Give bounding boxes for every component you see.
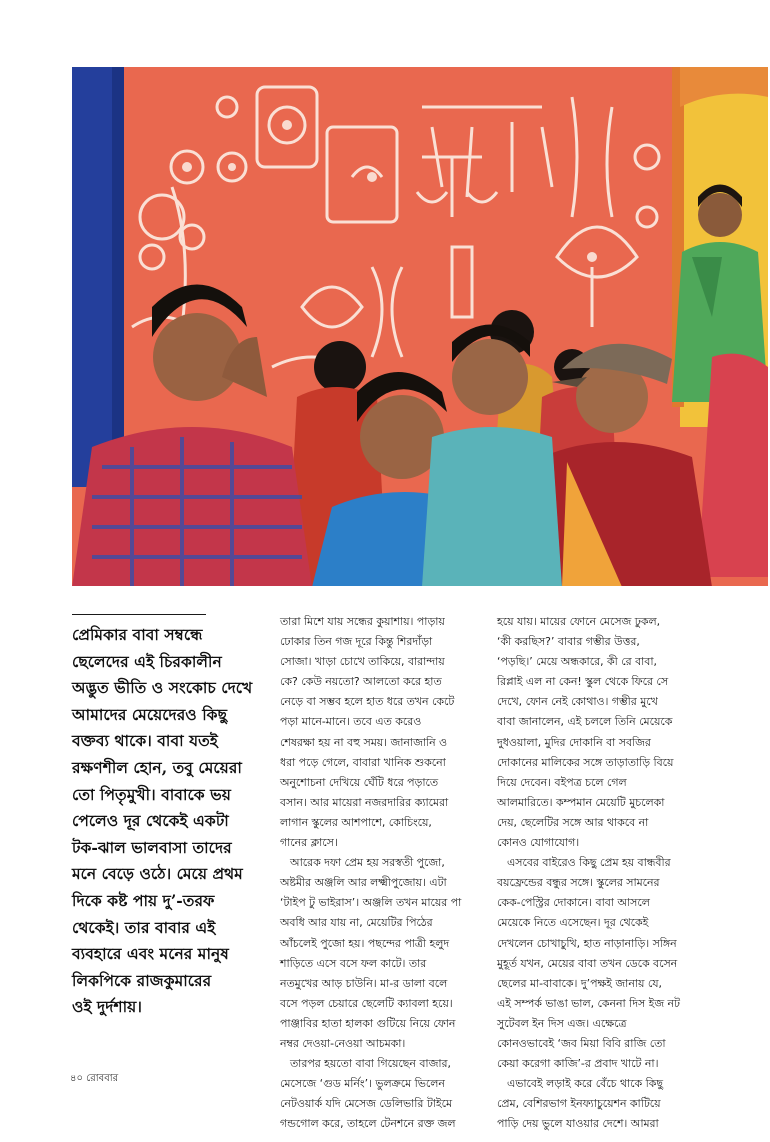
body-line: নম্বর দেওয়া-নেওয়া আচমকা। xyxy=(280,1036,406,1050)
pull-quote-rule xyxy=(72,614,206,615)
body-line: গানের ক্লাসে। xyxy=(280,836,338,850)
body-line: নেড়ে বা সম্ভব হলে হাত ধরে তখন কেটে xyxy=(280,695,455,709)
body-line: রিপ্লাই এল না কেন! স্কুল থেকে ফিরে সে xyxy=(497,675,669,689)
body-line: বসান। আর মায়েরা নজরদারির ক্যামেরা xyxy=(280,795,449,809)
body-line: দুধওয়ালা, মুদির দোকানি বা সবজির xyxy=(497,735,651,749)
body-line: ‘কী করছিস?’ বাবার গম্ভীর উত্তর, xyxy=(497,635,640,649)
body-line: কেয়া করেগা কাজি’-র প্রবাদ খাটে না। xyxy=(497,1057,659,1071)
body-line: বাবা জানালেন, এই চললে তিনি মেয়েকে xyxy=(497,715,673,729)
body-column-1 xyxy=(280,612,485,1134)
body-line: ঢোকার তিন গজ দূরে কিন্তু শিরদাঁড়া xyxy=(280,635,433,649)
body-line: অবধি আর যায় না, মেয়েটির পিঠের xyxy=(280,916,433,930)
body-line: কে? কেউ নয়তো? আলতো করে হাত xyxy=(280,675,442,689)
body-line: বয়ফ্রেন্ডের বন্ধুর সঙ্গে। স্কুলের সামনের xyxy=(497,876,660,890)
body-line: এসবের বাইরেও কিছু প্রেম হয় বান্ধবীর xyxy=(507,856,671,870)
body-line: তারপর হয়তো বাবা গিয়েছেন বাজার, xyxy=(290,1057,451,1071)
pull-quote-line: টক-ঝাল ভালবাসা তাদের xyxy=(72,837,232,857)
body-line: বসে পড়ল চেয়ারে ছেলেটি ক্যাবলা হয়ে। xyxy=(280,996,453,1010)
pull-quote-line: ছেলেদের এই চিরকালীন xyxy=(72,651,222,671)
body-line: গন্ডগোল করে, তাহলে টেনশনে রক্ত জল xyxy=(280,1117,456,1131)
body-line: দোকানের মালিকের সঙ্গে তাড়াতাড়ি বিয়ে xyxy=(497,755,674,769)
pull-quote-line: অদ্ভুত ভীতি ও সংকোচ দেখে xyxy=(72,678,253,698)
body-line: পাড়ি দেয় ভুলে যাওয়ার দেশে। আমরা xyxy=(497,1117,659,1131)
body-line: মেয়েকে নিতে এসেছেন। দূর থেকেই xyxy=(497,916,649,930)
body-line: দেয়, ছেলেটির সঙ্গে আর থাকবে না xyxy=(497,815,649,829)
pull-quote-line: ব্যবহারে এবং মনের মানুষ xyxy=(72,944,229,964)
body-line: আরেক দফা প্রেম হয় সরস্বতী পুজো, xyxy=(290,856,445,870)
body-line: সুটেবল ইন দিস এজ। এক্ষেত্রে xyxy=(497,1016,627,1030)
body-line: হয়ে যায়। মায়ের ফোনে মেসেজ ঢুকল, xyxy=(497,615,661,628)
body-line: কোনওভাবেই ‘জব মিয়া বিবি রাজি তো xyxy=(497,1036,666,1050)
body-line: অষ্টমীর অঞ্জলি আর লক্ষ্মীপুজোয়। এটা xyxy=(280,876,447,890)
body-line: মেসেজে ‘গুড মর্নিং’। ভুলক্রমে ভিলেন xyxy=(280,1077,445,1091)
body-line: প্রেম, বেশিরভাগ ইনফ্যাচুয়েশন কাটিয়ে xyxy=(497,1097,661,1111)
body-line: কোনও যোগাযোগ। xyxy=(497,836,580,850)
group-photo-illustration xyxy=(72,67,768,586)
body-line: ‘টাইপ টু ভাইরাস’। অঞ্জলি তখন মায়ের পা xyxy=(280,896,462,910)
body-line: আলমারিতে। কম্পমান মেয়েটি মুচলেকা xyxy=(497,795,665,809)
body-line: সোজা। খাড়া চোখে তাকিয়ে, বারান্দায় xyxy=(280,655,445,669)
pull-quote-line: বক্তব্য থাকে। বাবা যতই xyxy=(72,731,218,751)
body-line: কেক-পেস্ট্রির দোকানে। বাবা আসলে xyxy=(497,896,650,910)
body-line: ধরা পড়ে গেলে, বাবারা খানিক শুকনো xyxy=(280,755,446,769)
body-line: লাগান স্কুলের আশপাশে, কোচিংয়ে, xyxy=(280,815,432,829)
festival-group-photo xyxy=(72,67,768,586)
body-line: মুহূর্ত যখন, মেয়ের বাবা তখন ডেকে বসেন xyxy=(497,956,678,970)
body-line: ছেলের মা-বাবাকে। দু’পক্ষই জানায় যে, xyxy=(497,976,663,990)
pull-quote-line: লিকপিকে রাজকুমারের xyxy=(72,970,212,990)
body-line: ‘পড়ছি।’ মেয়ে অন্ধকারে, কী রে বাবা, xyxy=(497,655,657,669)
pull-quote xyxy=(72,622,268,1021)
pull-quote-line: থেকেই। তার বাবার এই xyxy=(72,917,216,937)
body-line: শেষরক্ষা হয় না বহু সময়। জানাজানি ও xyxy=(280,735,448,749)
body-line: তারা মিশে যায় সন্ধের কুয়াশায়। পাড়ায় xyxy=(280,615,445,628)
body-line: এভাবেই লড়াই করে বেঁচে থাকে কিছু xyxy=(507,1077,663,1091)
body-line: অনুশোচনা দেখিয়ে ঘেঁটি ধরে পড়াতে xyxy=(280,775,439,789)
pull-quote-line: রক্ষণশীল হোন, তবু মেয়েরা xyxy=(72,757,242,777)
body-line: এই সম্পর্ক ভাঙা ভাল, কেননা দিস ইজ নট xyxy=(497,996,680,1010)
body-line: আঁচলেই পুজো হয়। পছন্দের পাত্রী হলুদ xyxy=(280,936,450,950)
pull-quote-line: আমাদের মেয়েদেরও কিছু xyxy=(72,704,228,724)
body-line: শাড়িতে এসে বসে ফল কাটে। তার xyxy=(280,956,427,970)
body-line: দেখে, ফোন নেই কোথাও। গম্ভীর মুখে xyxy=(497,695,658,709)
pull-quote-line: পেলেও দূর থেকেই একটা xyxy=(72,811,229,831)
body-column-2 xyxy=(497,612,709,1134)
pull-quote-line: প্রেমিকার বাবা সম্বন্ধে xyxy=(72,625,203,644)
pull-quote-line: ওই দুর্দশায়। xyxy=(72,997,142,1017)
body-line: দেখলেন চোখাচুখি, হাত নাড়ানাড়ি। সঙ্গিন xyxy=(497,936,677,950)
page-folio: ৪০ রোববার xyxy=(70,1073,119,1084)
body-line: পাঞ্জাবির হাতা হালকা গুটিয়ে নিয়ে ফোন xyxy=(280,1016,456,1030)
body-line: নতমুখের আড় চাউনি। মা-র ডালা বলে xyxy=(280,976,448,990)
body-line: দিয়ে দেবেন। বইপত্র চলে গেল xyxy=(497,775,627,789)
body-line: নেটওয়ার্ক যদি মেসেজ ডেলিভারি টাইমে xyxy=(280,1097,453,1111)
pull-quote-line: তো পিতৃমুখী। বাবাকে ভয় xyxy=(72,784,231,804)
body-line: পড়া মানে-মানে। তবে এত করেও xyxy=(280,715,422,729)
pull-quote-line: দিকে কষ্ট পায় দু’-তরফ xyxy=(72,890,215,910)
pull-quote-line: মনে বেড়ে ওঠে। মেয়ে প্রথম xyxy=(72,864,243,884)
